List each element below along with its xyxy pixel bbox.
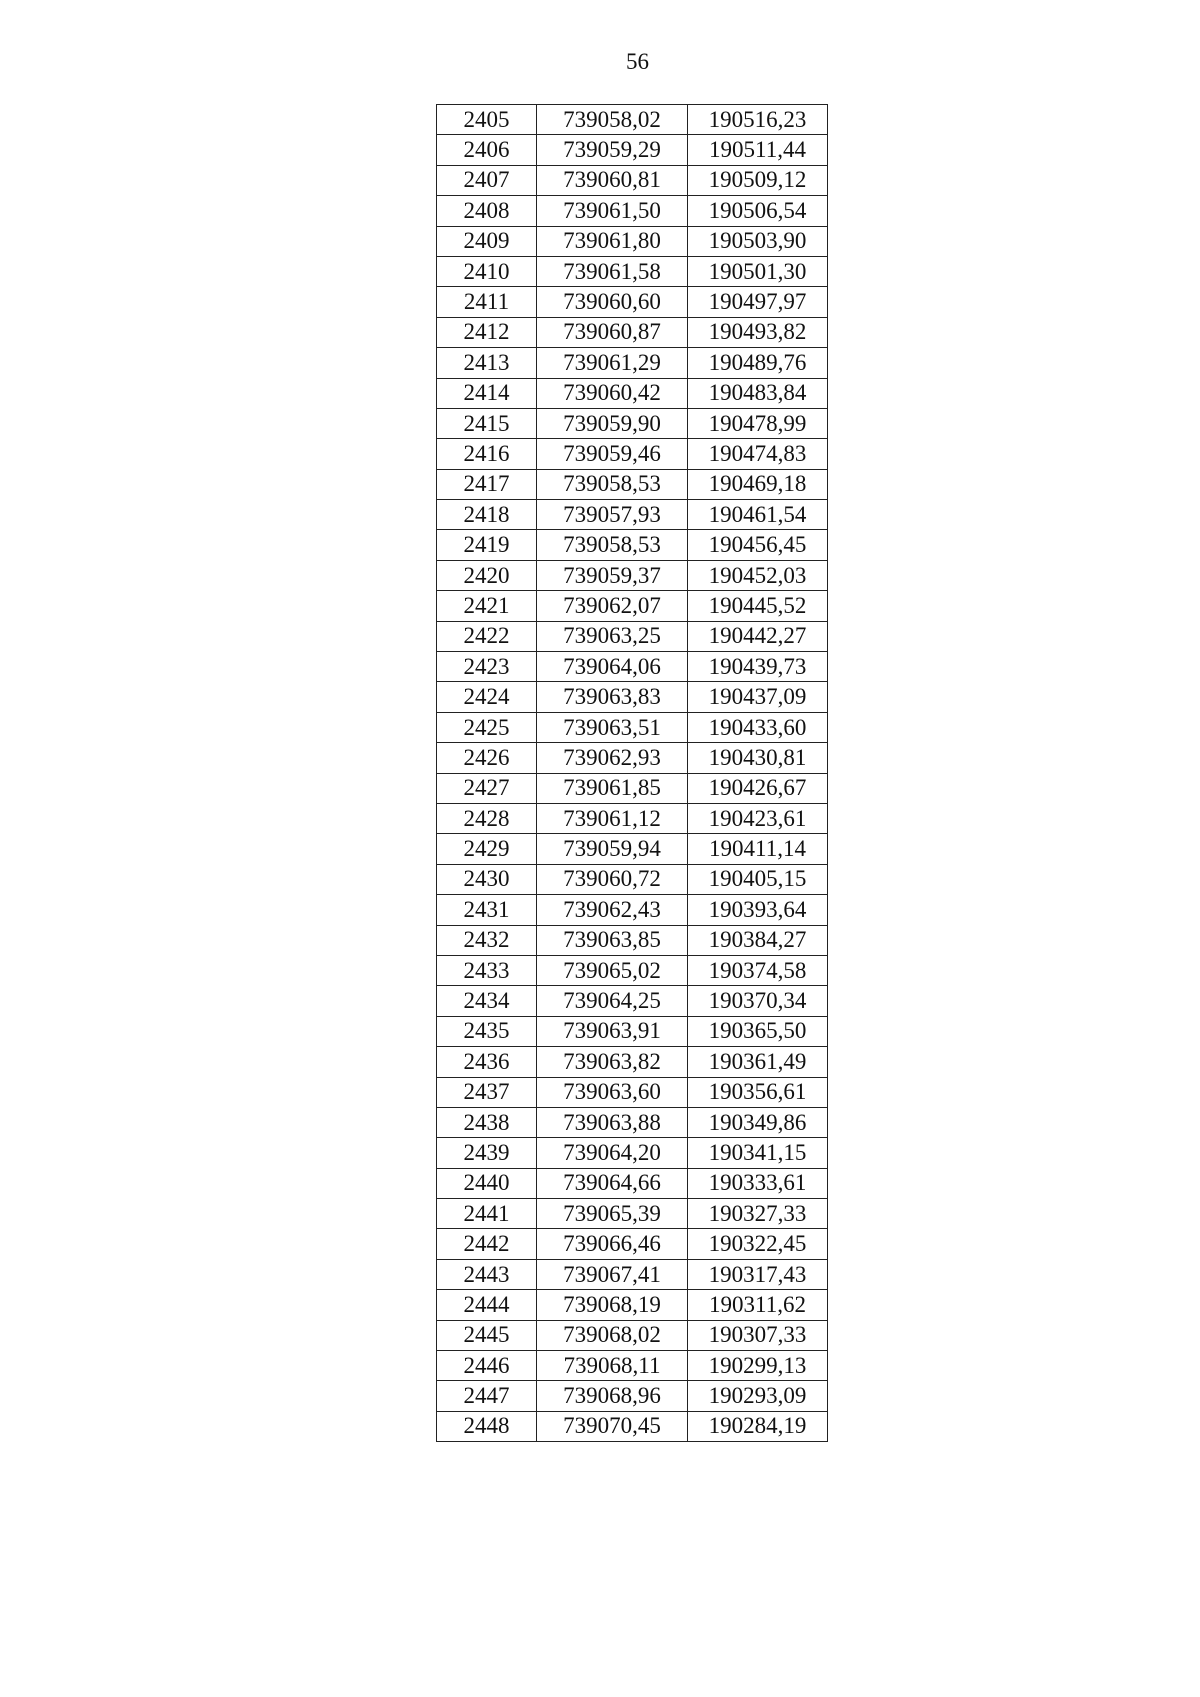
table-row xyxy=(437,986,828,1016)
point-number-cell: 2435 xyxy=(437,1016,537,1046)
y-coordinate-cell: 190511,44 xyxy=(688,135,828,165)
x-coordinate-cell: 739065,39 xyxy=(537,1199,688,1229)
y-coordinate-cell: 190356,61 xyxy=(688,1077,828,1107)
x-coordinate-cell: 739063,25 xyxy=(537,621,688,651)
x-coordinate-cell: 739059,46 xyxy=(537,439,688,469)
point-number-cell: 2443 xyxy=(437,1259,537,1289)
x-coordinate-cell: 739068,11 xyxy=(537,1351,688,1381)
table-row xyxy=(437,165,828,195)
y-coordinate-cell: 190317,43 xyxy=(688,1259,828,1289)
point-number-cell: 2439 xyxy=(437,1138,537,1168)
y-coordinate-cell: 190433,60 xyxy=(688,712,828,742)
table-row xyxy=(437,287,828,317)
point-number-cell: 2441 xyxy=(437,1199,537,1229)
x-coordinate-cell: 739064,06 xyxy=(537,652,688,682)
y-coordinate-cell: 190503,90 xyxy=(688,226,828,256)
x-coordinate-cell: 739061,80 xyxy=(537,226,688,256)
x-coordinate-cell: 739064,25 xyxy=(537,986,688,1016)
table-row xyxy=(437,500,828,530)
table-row xyxy=(437,955,828,985)
y-coordinate-cell: 190341,15 xyxy=(688,1138,828,1168)
y-coordinate-cell: 190506,54 xyxy=(688,196,828,226)
point-number-cell: 2406 xyxy=(437,135,537,165)
x-coordinate-cell: 739061,29 xyxy=(537,348,688,378)
x-coordinate-cell: 739062,07 xyxy=(537,591,688,621)
table-row xyxy=(437,469,828,499)
table-row xyxy=(437,591,828,621)
x-coordinate-cell: 739070,45 xyxy=(537,1411,688,1441)
x-coordinate-cell: 739063,91 xyxy=(537,1016,688,1046)
y-coordinate-cell: 190322,45 xyxy=(688,1229,828,1259)
table-row xyxy=(437,1138,828,1168)
x-coordinate-cell: 739060,81 xyxy=(537,165,688,195)
x-coordinate-cell: 739059,94 xyxy=(537,834,688,864)
y-coordinate-cell: 190478,99 xyxy=(688,408,828,438)
y-coordinate-cell: 190516,23 xyxy=(688,105,828,135)
x-coordinate-cell: 739061,58 xyxy=(537,256,688,286)
point-number-cell: 2422 xyxy=(437,621,537,651)
point-number-cell: 2411 xyxy=(437,287,537,317)
point-number-cell: 2415 xyxy=(437,408,537,438)
x-coordinate-cell: 739058,02 xyxy=(537,105,688,135)
y-coordinate-cell: 190374,58 xyxy=(688,955,828,985)
x-coordinate-cell: 739065,02 xyxy=(537,955,688,985)
y-coordinate-cell: 190293,09 xyxy=(688,1381,828,1411)
y-coordinate-cell: 190489,76 xyxy=(688,348,828,378)
point-number-cell: 2436 xyxy=(437,1047,537,1077)
point-number-cell: 2409 xyxy=(437,226,537,256)
x-coordinate-cell: 739059,37 xyxy=(537,560,688,590)
y-coordinate-cell: 190423,61 xyxy=(688,803,828,833)
point-number-cell: 2438 xyxy=(437,1107,537,1137)
table-row xyxy=(437,1381,828,1411)
x-coordinate-cell: 739064,66 xyxy=(537,1168,688,1198)
table-row xyxy=(437,773,828,803)
y-coordinate-cell: 190405,15 xyxy=(688,864,828,894)
point-number-cell: 2425 xyxy=(437,712,537,742)
table-row xyxy=(437,1199,828,1229)
table-row xyxy=(437,348,828,378)
y-coordinate-cell: 190327,33 xyxy=(688,1199,828,1229)
x-coordinate-cell: 739058,53 xyxy=(537,469,688,499)
point-number-cell: 2421 xyxy=(437,591,537,621)
table-row xyxy=(437,1411,828,1441)
y-coordinate-cell: 190370,34 xyxy=(688,986,828,1016)
y-coordinate-cell: 190493,82 xyxy=(688,317,828,347)
table-row xyxy=(437,895,828,925)
x-coordinate-cell: 739063,51 xyxy=(537,712,688,742)
point-number-cell: 2412 xyxy=(437,317,537,347)
y-coordinate-cell: 190501,30 xyxy=(688,256,828,286)
y-coordinate-cell: 190456,45 xyxy=(688,530,828,560)
y-coordinate-cell: 190384,27 xyxy=(688,925,828,955)
coordinates-table xyxy=(436,104,828,1442)
table-row xyxy=(437,439,828,469)
x-coordinate-cell: 739060,60 xyxy=(537,287,688,317)
table-row xyxy=(437,1320,828,1350)
y-coordinate-cell: 190461,54 xyxy=(688,500,828,530)
y-coordinate-cell: 190483,84 xyxy=(688,378,828,408)
y-coordinate-cell: 190349,86 xyxy=(688,1107,828,1137)
x-coordinate-cell: 739063,85 xyxy=(537,925,688,955)
x-coordinate-cell: 739068,96 xyxy=(537,1381,688,1411)
table-row xyxy=(437,834,828,864)
x-coordinate-cell: 739061,50 xyxy=(537,196,688,226)
point-number-cell: 2405 xyxy=(437,105,537,135)
y-coordinate-cell: 190439,73 xyxy=(688,652,828,682)
y-coordinate-cell: 190509,12 xyxy=(688,165,828,195)
coordinates-table-body xyxy=(437,105,828,1442)
table-row xyxy=(437,1229,828,1259)
point-number-cell: 2428 xyxy=(437,803,537,833)
table-row xyxy=(437,196,828,226)
table-row xyxy=(437,621,828,651)
point-number-cell: 2417 xyxy=(437,469,537,499)
x-coordinate-cell: 739060,42 xyxy=(537,378,688,408)
point-number-cell: 2445 xyxy=(437,1320,537,1350)
point-number-cell: 2446 xyxy=(437,1351,537,1381)
y-coordinate-cell: 190411,14 xyxy=(688,834,828,864)
point-number-cell: 2410 xyxy=(437,256,537,286)
page-number: 56 xyxy=(626,49,649,74)
x-coordinate-cell: 739061,85 xyxy=(537,773,688,803)
y-coordinate-cell: 190469,18 xyxy=(688,469,828,499)
point-number-cell: 2448 xyxy=(437,1411,537,1441)
table-row xyxy=(437,1107,828,1137)
table-row xyxy=(437,1016,828,1046)
table-row xyxy=(437,530,828,560)
point-number-cell: 2413 xyxy=(437,348,537,378)
x-coordinate-cell: 739063,88 xyxy=(537,1107,688,1137)
y-coordinate-cell: 190474,83 xyxy=(688,439,828,469)
x-coordinate-cell: 739059,29 xyxy=(537,135,688,165)
table-row xyxy=(437,712,828,742)
y-coordinate-cell: 190426,67 xyxy=(688,773,828,803)
table-row xyxy=(437,1168,828,1198)
point-number-cell: 2437 xyxy=(437,1077,537,1107)
point-number-cell: 2432 xyxy=(437,925,537,955)
y-coordinate-cell: 190442,27 xyxy=(688,621,828,651)
point-number-cell: 2426 xyxy=(437,743,537,773)
y-coordinate-cell: 190437,09 xyxy=(688,682,828,712)
point-number-cell: 2430 xyxy=(437,864,537,894)
table-row xyxy=(437,1351,828,1381)
x-coordinate-cell: 739068,19 xyxy=(537,1290,688,1320)
point-number-cell: 2423 xyxy=(437,652,537,682)
y-coordinate-cell: 190365,50 xyxy=(688,1016,828,1046)
point-number-cell: 2433 xyxy=(437,955,537,985)
table-row xyxy=(437,1290,828,1320)
y-coordinate-cell: 190393,64 xyxy=(688,895,828,925)
x-coordinate-cell: 739060,87 xyxy=(537,317,688,347)
table-row xyxy=(437,317,828,347)
point-number-cell: 2424 xyxy=(437,682,537,712)
x-coordinate-cell: 739062,43 xyxy=(537,895,688,925)
point-number-cell: 2440 xyxy=(437,1168,537,1198)
table-row xyxy=(437,743,828,773)
table-row xyxy=(437,408,828,438)
x-coordinate-cell: 739063,82 xyxy=(537,1047,688,1077)
table-row xyxy=(437,682,828,712)
point-number-cell: 2414 xyxy=(437,378,537,408)
point-number-cell: 2427 xyxy=(437,773,537,803)
table-row xyxy=(437,256,828,286)
table-row xyxy=(437,1047,828,1077)
x-coordinate-cell: 739063,83 xyxy=(537,682,688,712)
point-number-cell: 2420 xyxy=(437,560,537,590)
y-coordinate-cell: 190452,03 xyxy=(688,560,828,590)
point-number-cell: 2431 xyxy=(437,895,537,925)
table-row xyxy=(437,1259,828,1289)
y-coordinate-cell: 190299,13 xyxy=(688,1351,828,1381)
x-coordinate-cell: 739057,93 xyxy=(537,500,688,530)
point-number-cell: 2407 xyxy=(437,165,537,195)
y-coordinate-cell: 190361,49 xyxy=(688,1047,828,1077)
point-number-cell: 2447 xyxy=(437,1381,537,1411)
x-coordinate-cell: 739067,41 xyxy=(537,1259,688,1289)
point-number-cell: 2418 xyxy=(437,500,537,530)
y-coordinate-cell: 190497,97 xyxy=(688,287,828,317)
table-row xyxy=(437,226,828,256)
point-number-cell: 2419 xyxy=(437,530,537,560)
x-coordinate-cell: 739064,20 xyxy=(537,1138,688,1168)
y-coordinate-cell: 190311,62 xyxy=(688,1290,828,1320)
point-number-cell: 2434 xyxy=(437,986,537,1016)
point-number-cell: 2429 xyxy=(437,834,537,864)
table-row xyxy=(437,1077,828,1107)
y-coordinate-cell: 190333,61 xyxy=(688,1168,828,1198)
point-number-cell: 2442 xyxy=(437,1229,537,1259)
table-row xyxy=(437,925,828,955)
y-coordinate-cell: 190445,52 xyxy=(688,591,828,621)
y-coordinate-cell: 190284,19 xyxy=(688,1411,828,1441)
x-coordinate-cell: 739059,90 xyxy=(537,408,688,438)
x-coordinate-cell: 739066,46 xyxy=(537,1229,688,1259)
x-coordinate-cell: 739060,72 xyxy=(537,864,688,894)
x-coordinate-cell: 739063,60 xyxy=(537,1077,688,1107)
table-row xyxy=(437,105,828,135)
x-coordinate-cell: 739058,53 xyxy=(537,530,688,560)
table-row xyxy=(437,560,828,590)
x-coordinate-cell: 739068,02 xyxy=(537,1320,688,1350)
y-coordinate-cell: 190307,33 xyxy=(688,1320,828,1350)
table-row xyxy=(437,378,828,408)
point-number-cell: 2444 xyxy=(437,1290,537,1320)
x-coordinate-cell: 739062,93 xyxy=(537,743,688,773)
table-row xyxy=(437,803,828,833)
point-number-cell: 2408 xyxy=(437,196,537,226)
y-coordinate-cell: 190430,81 xyxy=(688,743,828,773)
point-number-cell: 2416 xyxy=(437,439,537,469)
table-row xyxy=(437,135,828,165)
x-coordinate-cell: 739061,12 xyxy=(537,803,688,833)
table-row xyxy=(437,652,828,682)
table-row xyxy=(437,864,828,894)
